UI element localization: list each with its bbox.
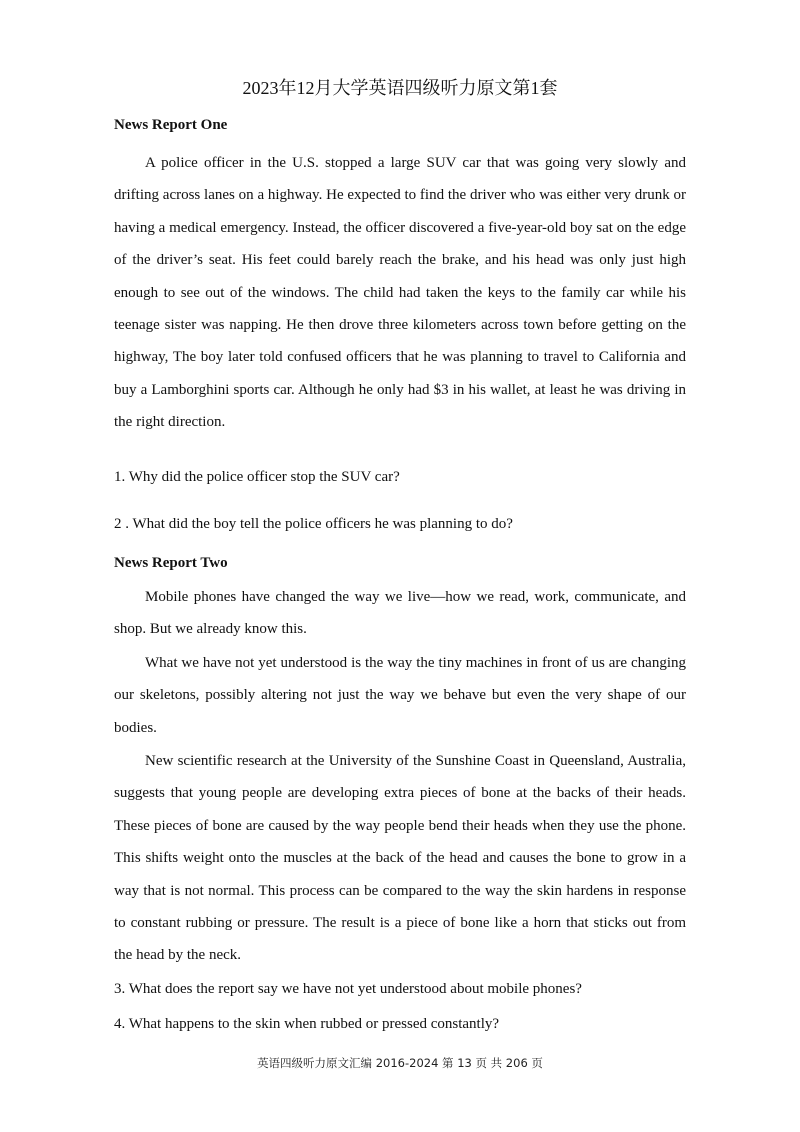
page-footer: 英语四级听力原文汇编 2016-2024 第 13 页 共 206 页 [257,1056,543,1070]
question-2: 2 . What did the boy tell the police officers he was planning to do? [114,516,513,532]
report-two-paragraph-1: Mobile phones have changed the way we live—how we read, work, communicate, and shop. But we already know this. [114,589,686,638]
report-two-paragraph-3: New scientific research at the University of the Sunshine Coast in Queensland, Australia, suggests that young people are developing extra pieces of bone at the backs of their heads. These pieces of bone are caused by the way people bend their heads when they use the phone. This shifts weight onto the muscles at the back of the head and causes the bone to grow in a way that is not normal. This process can be compared to the way the skin hardens in response to constant rubbing or pressure. The result is a piece of bone like a horn that sticks out from the head by the neck. [114,753,686,964]
report-two-paragraph-2: What we have not yet understood is the way the tiny machines in front of us are changing our skeletons, possibly altering not just the way we behave but even the very shape of our bodies. [114,655,686,736]
question-4: 4. What happens to the skin when rubbed or pressed constantly? [114,1016,500,1032]
report-one-heading: News Report One [114,117,228,133]
question-1: 1. Why did the police officer stop the SUV car? [114,469,400,485]
page-title: 2023年12月大学英语四级听力原文第1套 [242,78,558,98]
report-one-paragraph: A police officer in the U.S. stopped a large SUV car that was going very slowly and drifting across lanes on a highway. He expected to find the driver who was either very drunk or having a medical emergency. Instead, the officer discovered a five-year-old boy sat on the edge of the driver’s seat. His feet could barely reach the brake, and his head was only just high enough to see out of the windows. The child had taken the keys to the family car while his teenage sister was napping. He then drove three kilometers across town before getting on the highway, The boy later told confused officers that he was planning to travel to California and buy a Lamborghini sports car. Although he only had $3 in his wallet, at least he was driving in the right direction. [114,155,686,431]
question-3: 3. What does the report say we have not yet understood about mobile phones? [114,981,582,997]
report-two-heading: News Report Two [114,555,228,571]
